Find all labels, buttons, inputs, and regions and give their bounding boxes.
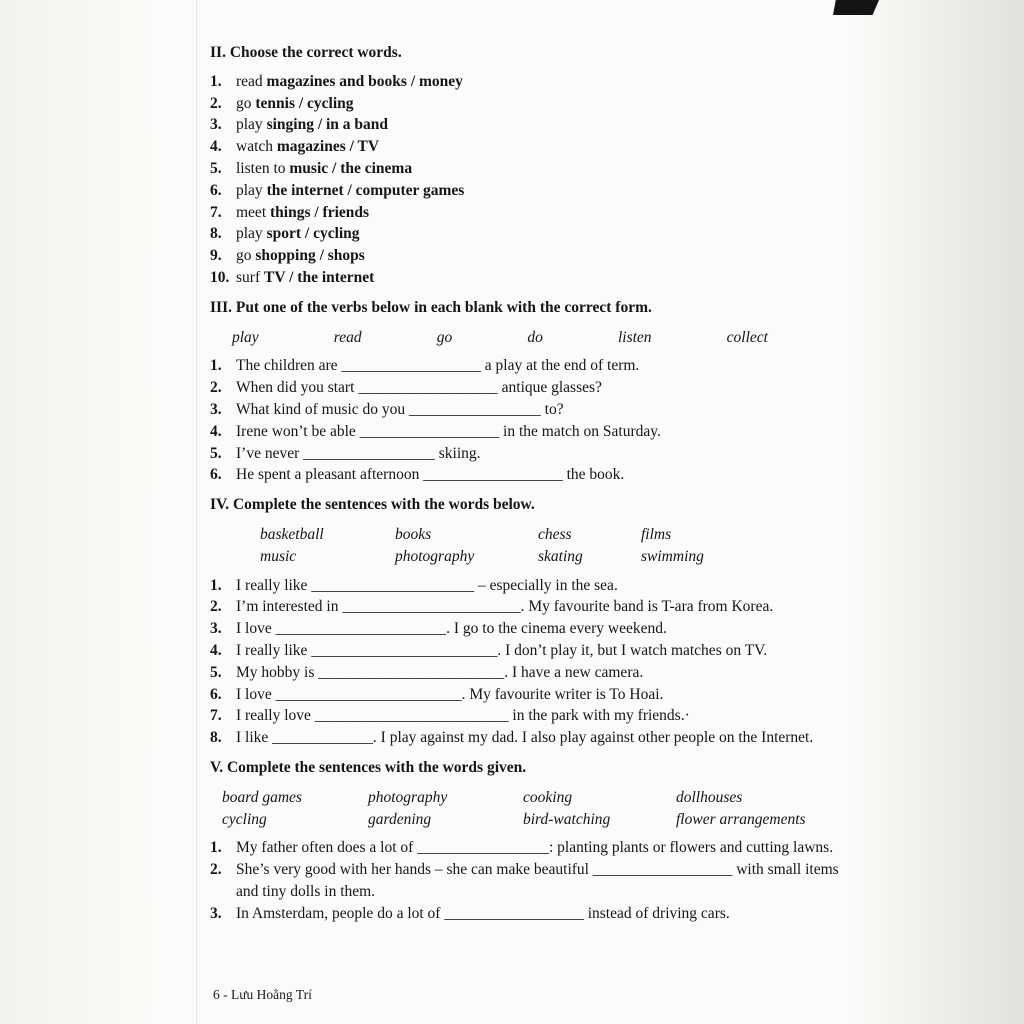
exercise-item [210, 267, 844, 289]
exercise-item [210, 355, 844, 377]
section-iv-heading: IV. Complete the sentences with the words below. [210, 496, 535, 514]
item-number: 8. [210, 729, 222, 747]
word-bank-word: cooking [523, 788, 573, 806]
word-bank-row [260, 524, 844, 546]
choice-options: the internet / computer games [266, 181, 465, 199]
item-number: 6. [210, 466, 222, 484]
exercise-item [210, 903, 844, 925]
item-text: When did you start __________________ antique glasses? [236, 379, 602, 397]
exercise-item [210, 443, 844, 465]
exercise-item [210, 377, 844, 399]
item-text: go [236, 94, 256, 112]
word-bank-word: basketball [260, 525, 324, 543]
item-text: My hobby is ________________________. I have a new camera. [236, 663, 644, 681]
item-number: 2. [210, 598, 222, 616]
item-text: listen to [236, 159, 290, 177]
item-number: 7. [210, 707, 222, 725]
exercise-item [210, 71, 844, 93]
exercise-item [210, 575, 844, 597]
exercise-item [210, 705, 844, 727]
item-text: He spent a pleasant afternoon __________________ the book. [236, 466, 625, 484]
item-number: 9. [210, 247, 222, 265]
word-bank-word: dollhouses [676, 788, 743, 806]
item-text: I love ________________________. My favourite writer is To Hoai. [236, 685, 664, 703]
item-text: Irene won’t be able __________________ in the match on Saturday. [236, 422, 661, 440]
item-text: She’s very good with her hands – she can make beautiful __________________ with small items and tiny dolls in them. [236, 861, 839, 900]
section-iii [210, 297, 844, 486]
section-v-heading: V. Complete the sentences with the words given. [210, 758, 527, 776]
exercise-item [210, 93, 844, 115]
item-number: 8. [210, 225, 222, 243]
word-bank-word: listen [617, 328, 652, 346]
item-number: 2. [210, 94, 222, 112]
item-text: The children are __________________ a play at the end of term. [236, 357, 640, 375]
scan-fold-line [196, 0, 197, 1024]
word-bank-word: books [395, 525, 432, 543]
choice-options: things / friends [270, 203, 370, 221]
word-bank-word: collect [726, 328, 768, 346]
word-bank-row [260, 546, 844, 568]
item-number: 3. [210, 116, 222, 134]
item-text: I’ve never _________________ skiing. [236, 444, 481, 462]
item-text: I love ______________________. I go to the cinema every weekend. [236, 620, 667, 638]
word-bank-row [222, 787, 844, 809]
item-text: play [236, 225, 267, 243]
word-bank-word: photography [395, 547, 475, 565]
item-number: 6. [210, 685, 222, 703]
item-text: I really like ________________________. I don’t play it, but I watch matches on TV. [236, 641, 768, 659]
item-number: 3. [210, 400, 222, 418]
item-number: 1. [210, 357, 222, 375]
item-text: I like _____________. I play against my dad. I also play against other people on the Internet. [236, 729, 814, 747]
section-v-word-bank [210, 787, 844, 831]
word-bank-word: swimming [641, 547, 704, 565]
exercise-item [210, 618, 844, 640]
word-bank-word: do [527, 328, 543, 346]
exercise-item [210, 859, 844, 903]
section-ii-heading: II. Choose the correct words. [210, 44, 402, 61]
item-number: 2. [210, 379, 222, 397]
exercise-item [210, 223, 844, 245]
word-bank-word: bird-watching [523, 810, 611, 828]
section-iii-heading: III. Put one of the verbs below in each blank with the correct form. [210, 298, 652, 316]
exercise-item [210, 684, 844, 706]
section-iii-word-bank [210, 327, 844, 349]
item-text: surf [236, 268, 264, 286]
item-text: read [236, 72, 267, 90]
item-number: 3. [210, 620, 222, 638]
item-text: I really love _________________________ in the park with my friends.· [236, 707, 690, 725]
choice-options: music / the cinema [289, 159, 413, 177]
item-text: My father often does a lot of _________________: planting plants or flowers and cutting lawns. [236, 839, 834, 857]
word-bank-word: skating [538, 547, 583, 565]
item-text: In Amsterdam, people do a lot of __________________ instead of driving cars. [236, 904, 730, 922]
section-iii-items [210, 355, 844, 486]
item-number: 4. [210, 641, 222, 659]
item-text: I really like _____________________ – especially in the sea. [236, 576, 618, 594]
word-bank-word: flower arrangements [676, 810, 806, 828]
item-number: 4. [210, 138, 222, 156]
word-bank-row [232, 327, 768, 349]
exercise-item [210, 727, 844, 749]
item-text: watch [236, 138, 277, 156]
section-iv-word-bank [210, 524, 844, 568]
item-number: 5. [210, 159, 222, 177]
section-iv-items [210, 575, 844, 749]
scan-left-margin [0, 0, 196, 1024]
section-iv [210, 494, 844, 749]
exercise-item [210, 596, 844, 618]
choice-options: magazines and books / money [266, 72, 463, 90]
item-number: 5. [210, 663, 222, 681]
word-bank-row [222, 809, 844, 831]
word-bank-word: play [232, 328, 259, 346]
page-number-footer: 6 - Lưu Hoằng Trí [213, 987, 312, 1002]
item-number: 1. [210, 839, 222, 857]
exercise-item [210, 837, 844, 859]
word-bank-word: music [260, 547, 297, 565]
choice-options: magazines / TV [276, 138, 380, 156]
exercise-item [210, 399, 844, 421]
section-ii-items [210, 71, 844, 289]
item-text: meet [236, 203, 270, 221]
section-v [210, 757, 844, 925]
exercise-item [210, 640, 844, 662]
exercise-item [210, 245, 844, 267]
word-bank-word: gardening [368, 810, 432, 828]
section-ii [210, 42, 844, 289]
exercise-content [210, 0, 844, 924]
exercise-item [210, 136, 844, 158]
exercise-item [210, 662, 844, 684]
scan-right-shadow [849, 0, 1024, 1024]
item-number: 6. [210, 181, 222, 199]
item-number: 5. [210, 444, 222, 462]
word-bank-word: photography [368, 788, 448, 806]
exercise-item [210, 464, 844, 486]
item-text: go [236, 247, 256, 265]
item-number: 7. [210, 203, 222, 221]
item-number: 10. [210, 268, 230, 286]
choice-options: tennis / cycling [255, 94, 354, 112]
word-bank-word: go [436, 328, 453, 346]
item-text: What kind of music do you _________________ to? [236, 400, 564, 418]
item-number: 2. [210, 861, 222, 879]
word-bank-word: chess [538, 525, 572, 543]
item-text: play [236, 181, 267, 199]
item-number: 4. [210, 422, 222, 440]
choice-options: singing / in a band [266, 116, 389, 134]
exercise-item [210, 158, 844, 180]
item-number: 1. [210, 576, 222, 594]
exercise-item [210, 202, 844, 224]
section-v-items [210, 837, 844, 924]
item-number: 1. [210, 72, 222, 90]
exercise-item [210, 180, 844, 202]
exercise-item [210, 114, 844, 136]
exercise-item [210, 421, 844, 443]
choice-options: TV / the internet [263, 268, 375, 286]
word-bank-word: cycling [222, 810, 267, 828]
item-number: 3. [210, 904, 222, 922]
word-bank-word: films [641, 525, 672, 543]
word-bank-word: read [333, 328, 362, 346]
item-text: I’m interested in _______________________. My favourite band is T-ara from Korea. [236, 598, 774, 616]
choice-options: sport / cycling [266, 225, 360, 243]
word-bank-word: board games [222, 788, 302, 806]
item-text: play [236, 116, 267, 134]
choice-options: shopping / shops [255, 247, 365, 265]
